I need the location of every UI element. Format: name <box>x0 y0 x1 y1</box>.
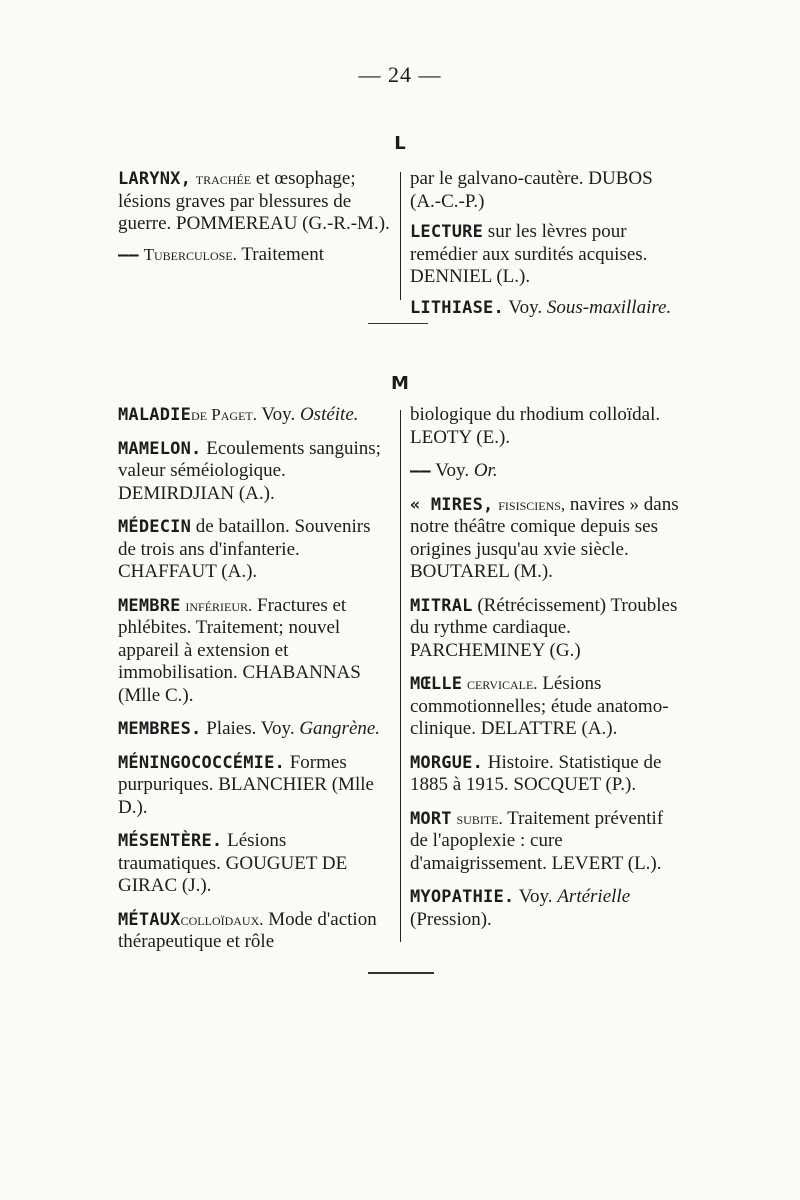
index-entry <box>410 808 682 876</box>
index-entry <box>118 830 390 898</box>
entry-subhead: subite. <box>456 808 503 828</box>
index-entry-continued <box>410 404 682 449</box>
entry-headword: « MIRES, <box>410 494 494 515</box>
entry-headword: MAMELON. <box>118 438 202 459</box>
entry-headword: MÉSENTÈRE. <box>118 831 223 851</box>
index-entry <box>118 168 390 236</box>
entry-text: biologique du rhodium colloïdal. LEOTY (E.). <box>410 404 661 448</box>
entry-text: Traitement préventif de l'apoplexie : cure d'amaigrissement. LEVERT (L.). <box>410 807 664 874</box>
index-entry <box>118 595 390 708</box>
index-entry <box>410 595 682 663</box>
entry-text: par le galvano-cautère. DUBOS (A.-C.-P.) <box>410 168 653 212</box>
index-column-left <box>118 404 390 965</box>
entry-italic: Sous-maxillaire. <box>546 296 672 318</box>
index-entry <box>118 909 390 954</box>
entry-text: Lésions commotionnelles; étude anatomo-clinique. DELATTRE (A.). <box>410 673 669 739</box>
index-column-right <box>410 404 682 942</box>
entry-text: Formes purpuriques. BLANCHIER (Mlle D.). <box>118 751 374 818</box>
entry-text: Traitement <box>236 243 325 265</box>
section-letter-l: L <box>394 133 406 154</box>
entry-subhead: cervicale. <box>466 674 538 693</box>
entry-headword: MÉDECIN <box>118 517 192 537</box>
entry-subhead: trachée <box>195 169 252 188</box>
entry-text: et œsophage; <box>251 168 356 189</box>
entry-headword: MORGUE. <box>410 752 484 773</box>
entry-text: Voy. <box>514 886 558 907</box>
index-entry <box>410 221 682 289</box>
entry-text: Lésions traumatiques. GOUGUET DE GIRAC (J.). <box>118 830 348 896</box>
entry-subhead: colloïdaux. <box>180 909 264 929</box>
index-entry <box>118 404 390 427</box>
index-column-left <box>118 168 390 274</box>
entry-text: Plaies. Voy. <box>201 718 300 739</box>
index-entry <box>410 673 682 741</box>
entry-text: Fractures et phlébites. Traitement; nouvel appareil à extension et immobilisation. CHABANNAS (Mlle C.). <box>118 594 361 706</box>
entry-text: navires » dans notre théâtre comique depuis ses origines jusqu'au xvie siècle. BOUTAREL (M.). <box>410 493 679 582</box>
entry-italic: Artérielle <box>557 886 631 907</box>
entry-text: Voy. <box>257 404 300 425</box>
entry-text: lésions graves par blessures de guerre. POMMEREAU (G.-R.-M.). <box>118 190 390 234</box>
entry-headword: LARYNX, <box>118 169 192 189</box>
entry-italic: Ostéite. <box>299 404 359 425</box>
closing-rule <box>368 972 434 974</box>
entry-headword: MÉTAUX <box>118 909 181 930</box>
column-divider <box>400 172 401 300</box>
entry-subhead: inférieur. <box>185 595 253 615</box>
page-number: — 24 — <box>358 62 442 87</box>
index-entry-continued <box>410 168 682 213</box>
entry-headword: MALADIE <box>118 405 192 425</box>
entry-text: Ecoulements sanguins; valeur séméiologique. DEMIRDJIAN (A.). <box>118 437 381 504</box>
entry-text: Histoire. Statistique de 1885 à 1915. SOCQUET (P.). <box>410 751 662 795</box>
entry-text: Voy. <box>430 460 474 481</box>
entry-headword: LECTURE <box>410 222 484 242</box>
index-entry <box>410 460 682 483</box>
index-entry <box>118 718 390 741</box>
index-entry <box>118 516 390 584</box>
entry-text: (Pression). <box>410 908 492 930</box>
entry-headword: MITRAL <box>410 595 473 616</box>
entry-text: (Rétrécissement) Troubles du rythme cardiaque. PARCHEMINEY (G.) <box>410 594 678 661</box>
entry-headword: MYOPATHIE. <box>410 887 515 907</box>
entry-headword: MORT <box>410 808 452 829</box>
entry-subhead: Tuberculose. <box>143 244 237 264</box>
section-separator <box>368 323 428 324</box>
column-divider <box>400 410 401 942</box>
entry-subhead: de Paget. <box>191 405 257 424</box>
entry-dash: —— <box>118 244 139 265</box>
entry-dash: —— <box>410 461 431 481</box>
entry-subhead: fisisciens, <box>498 494 566 514</box>
entry-text: Mode d'action thérapeutique et rôle <box>118 908 377 952</box>
index-entry <box>118 244 390 267</box>
section-letter-m: M <box>391 373 409 394</box>
entry-headword: LITHIASE. <box>410 297 504 318</box>
entry-text: sur les lèvres pour remédier aux surdités acquises. DENNIEL (L.). <box>410 221 648 287</box>
entry-italic: Gangrène. <box>299 718 381 739</box>
entry-text: de bataillon. Souvenirs de trois ans d'infanterie. CHAFFAUT (A.). <box>118 516 371 582</box>
entry-headword: MEMBRE <box>118 595 181 616</box>
index-entry <box>410 494 682 584</box>
index-entry <box>118 438 390 506</box>
entry-headword: MÉNINGOCOCCÉMIE. <box>118 752 285 773</box>
entry-italic: Or. <box>473 460 498 481</box>
index-entry <box>410 886 682 931</box>
index-entry <box>118 752 390 820</box>
index-entry <box>410 297 682 320</box>
entry-text: Voy. <box>503 296 547 318</box>
index-column-right <box>410 168 682 327</box>
index-entry <box>410 752 682 797</box>
entry-headword: MŒLLE <box>410 674 463 694</box>
entry-headword: MEMBRES. <box>118 719 202 739</box>
